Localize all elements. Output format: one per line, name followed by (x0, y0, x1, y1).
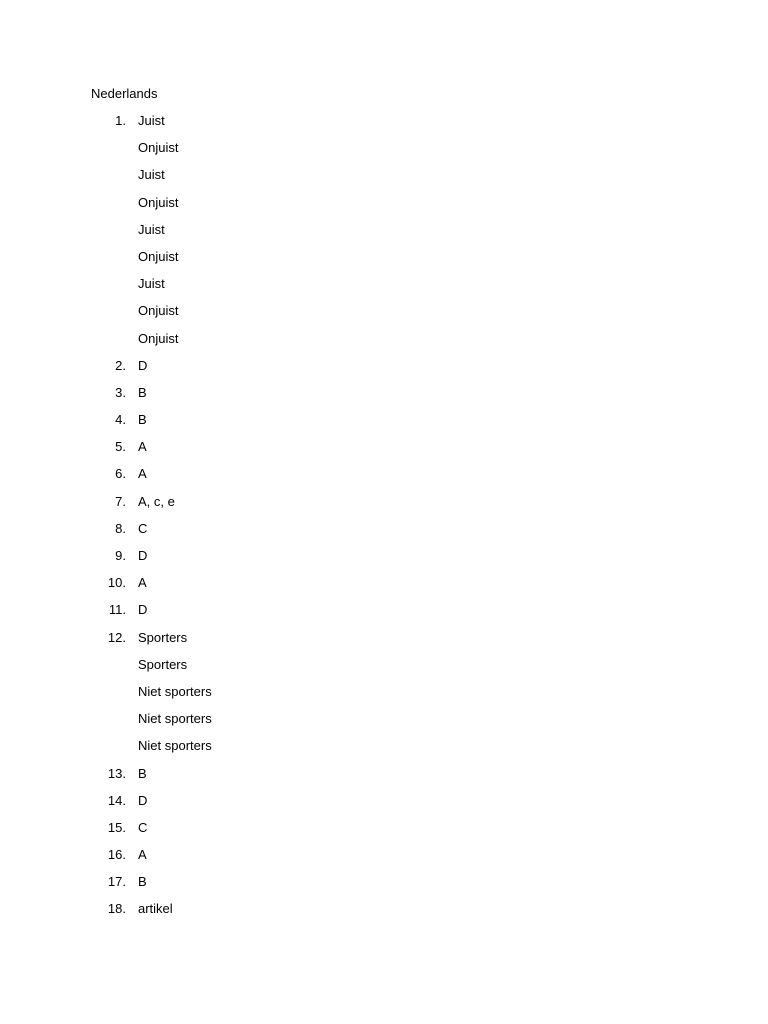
list-item-answer: Juist (138, 167, 165, 183)
list-item-answer: D (138, 357, 148, 373)
list-item-number: 14. (107, 792, 126, 808)
list-item-number: 11. (108, 602, 126, 618)
document-heading: Nederlands (91, 86, 158, 101)
list-item (0, 275, 768, 302)
list-item-number: 1. (115, 113, 126, 128)
list-item-answer: C (138, 520, 148, 536)
list-item-answer: B (138, 384, 147, 400)
list-item (0, 438, 768, 465)
list-item-number: 4. (115, 412, 126, 428)
list-item-number: 17. (107, 874, 126, 890)
list-item (0, 194, 768, 221)
list-item (0, 493, 768, 520)
list-item (0, 900, 768, 927)
list-item (0, 601, 768, 628)
list-item-number: 12. (107, 629, 126, 645)
list-item (0, 846, 768, 873)
list-item (0, 710, 768, 737)
list-item (0, 357, 768, 384)
list-item-answer: A, c, e (138, 493, 175, 509)
list-item-answer: Sporters (138, 629, 188, 645)
list-item-answer: Onjuist (138, 303, 179, 319)
list-item (0, 656, 768, 683)
list-item-answer: Juist (138, 221, 165, 237)
list-item-answer: Onjuist (138, 194, 179, 210)
list-item-answer: A (138, 575, 147, 591)
list-item-answer: D (138, 548, 148, 563)
list-item-answer: Niet sporters (138, 683, 212, 699)
list-item (0, 221, 768, 248)
list-item (0, 465, 768, 492)
list-item-answer: Onjuist (138, 330, 179, 346)
list-item-answer: Onjuist (138, 140, 179, 156)
list-item (0, 737, 768, 764)
list-item (0, 629, 768, 656)
list-item-answer: Niet sporters (138, 738, 212, 754)
list-item-answer: C (138, 819, 148, 835)
list-item-answer: A (138, 466, 147, 482)
list-item (0, 819, 768, 846)
list-item-number: 9. (115, 548, 126, 563)
list-item (0, 765, 768, 792)
list-item (0, 330, 768, 357)
list-item-answer: D (138, 602, 148, 618)
list-item-answer: Onjuist (138, 248, 179, 264)
list-item (0, 139, 768, 166)
list-item (0, 166, 768, 193)
list-item-answer: Juist (138, 113, 165, 128)
list-item-answer: Niet sporters (138, 711, 212, 727)
list-item (0, 384, 768, 411)
answer-list (0, 112, 768, 928)
list-item (0, 792, 768, 819)
list-item-number: 16. (107, 847, 126, 863)
list-item-answer: artikel (138, 901, 173, 917)
list-item-number: 5. (115, 439, 126, 455)
list-item-number: 15. (107, 819, 126, 835)
list-item-answer: B (138, 765, 147, 781)
list-item (0, 574, 768, 601)
list-item (0, 302, 768, 329)
list-item-answer: A (138, 847, 147, 863)
list-item-answer: Juist (138, 276, 165, 292)
list-item-answer: D (138, 792, 148, 808)
list-item-number: 6. (115, 466, 126, 482)
list-item (0, 547, 768, 574)
list-item (0, 873, 768, 900)
list-item-number: 18. (107, 901, 126, 917)
list-item-number: 13. (107, 765, 126, 781)
list-item-answer: B (138, 874, 147, 890)
list-item-number: 8. (115, 520, 126, 536)
list-item (0, 112, 768, 139)
list-item-answer: B (138, 412, 147, 428)
list-item (0, 411, 768, 438)
list-item (0, 248, 768, 275)
list-item (0, 683, 768, 710)
list-item (0, 520, 768, 547)
list-item-number: 10. (107, 575, 126, 591)
list-item-number: 3. (115, 384, 126, 400)
list-item-answer: A (138, 439, 147, 455)
list-item-number: 2. (115, 357, 126, 373)
list-item-answer: Sporters (138, 656, 188, 672)
list-item-number: 7. (115, 493, 126, 509)
